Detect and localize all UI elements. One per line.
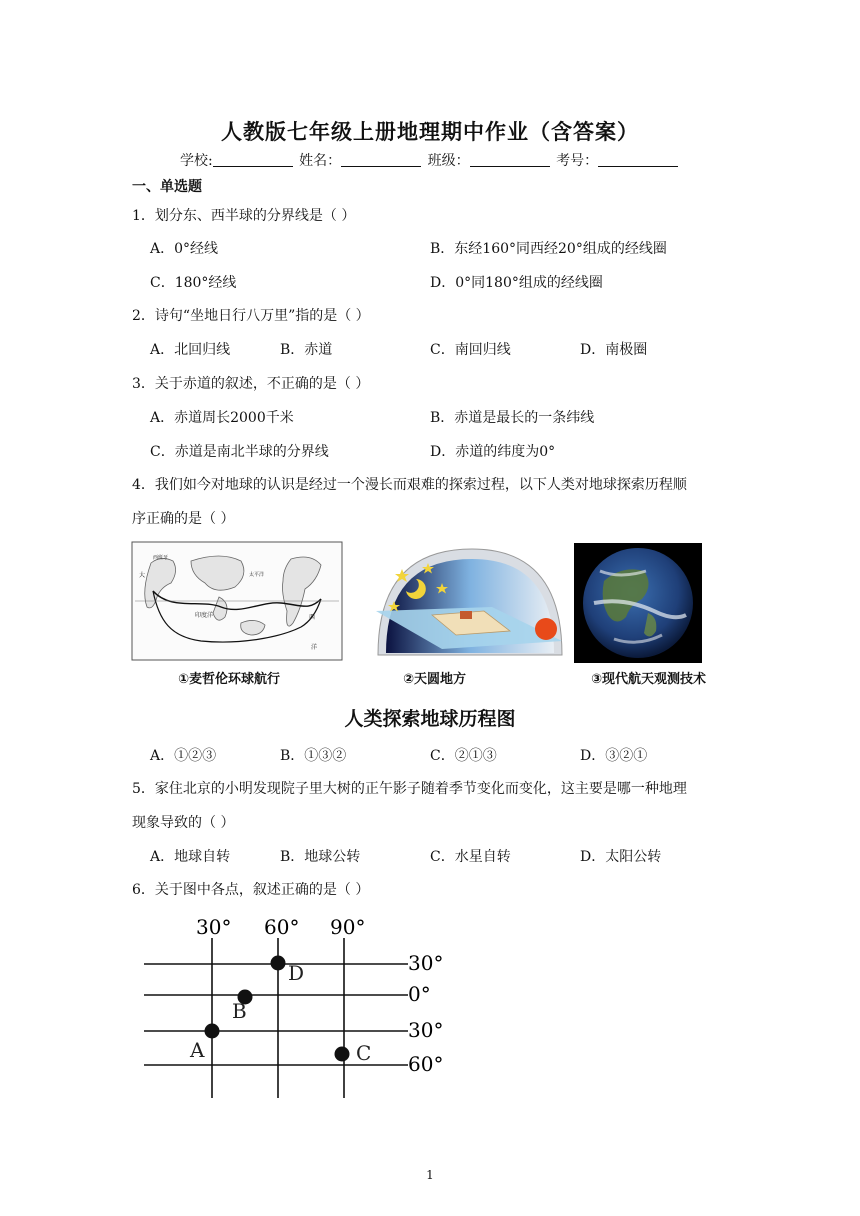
earth-satellite-photo bbox=[574, 543, 702, 663]
question-1-option-b[interactable]: B．东经160°同西经20°组成的经线圈 bbox=[430, 241, 667, 257]
question-1-option-d[interactable]: D．0°同180°组成的经线圈 bbox=[430, 275, 603, 291]
question-1-option-a[interactable]: A．0°经线 bbox=[150, 241, 219, 257]
map-label-yang: 洋 bbox=[311, 644, 318, 651]
class-blank[interactable] bbox=[470, 152, 550, 167]
question-2-option-a[interactable]: A．北回归线 bbox=[150, 342, 231, 358]
question-2-option-c[interactable]: C．南回归线 bbox=[430, 342, 511, 358]
school-label: 学校: bbox=[180, 153, 213, 169]
question-5-stem-line1: 5．家住北京的小明发现院子里大树的正午影子随着季节变化而变化，这主要是哪一种地理 bbox=[132, 781, 687, 797]
question-6-stem: 6．关于图中各点，叙述正确的是（ ） bbox=[132, 882, 370, 898]
heaven-round-earth-square-illustration bbox=[372, 545, 566, 663]
point-d-marker bbox=[271, 956, 286, 971]
map-label-xi: 西 bbox=[309, 614, 316, 621]
document-title: 人教版七年级上册地理期中作业（含答案） bbox=[221, 119, 639, 144]
point-c-label: C bbox=[356, 1041, 372, 1065]
exam-no-blank[interactable] bbox=[598, 152, 678, 167]
section-heading: 一、单选题 bbox=[132, 179, 202, 195]
question-4-stem-line1: 4．我们如今对地球的认识是经过一个漫长而艰难的探索过程，以下人类对地球探索历程顺 bbox=[132, 477, 687, 493]
question-5-option-c[interactable]: C．水星自转 bbox=[430, 849, 511, 865]
page-number: 1 bbox=[426, 1168, 434, 1182]
question-4-option-a[interactable]: A．①②③ bbox=[150, 748, 217, 764]
name-label: 姓名： bbox=[299, 153, 342, 169]
caption-space-observation: ③现代航天观测技术 bbox=[591, 672, 707, 687]
latitude-label-equator: 0° bbox=[408, 982, 431, 1006]
latitude-label-30n: 30° bbox=[408, 951, 444, 975]
indian-ocean-label: 印度洋 bbox=[195, 612, 214, 619]
question-5-option-b[interactable]: B．地球公转 bbox=[280, 849, 361, 865]
pacific-label: 太平洋 bbox=[249, 572, 265, 578]
question-4-option-c[interactable]: C．②①③ bbox=[430, 748, 497, 764]
question-4-stem-line2: 序正确的是（ ） bbox=[132, 511, 235, 527]
question-3-option-d[interactable]: D．赤道的纬度为0° bbox=[430, 444, 556, 460]
question-4-option-b[interactable]: B．①③② bbox=[280, 748, 347, 764]
question-3-option-b[interactable]: B．赤道是最长的一条纬线 bbox=[430, 410, 595, 426]
exam-no-label: 考号： bbox=[556, 153, 599, 169]
longitude-label-90: 90° bbox=[330, 915, 366, 939]
map-label-da: 大 bbox=[139, 572, 146, 579]
student-info-line bbox=[180, 150, 680, 170]
question-5-option-d[interactable]: D．太阳公转 bbox=[580, 849, 662, 865]
school-blank[interactable] bbox=[213, 152, 293, 167]
class-label: 班级： bbox=[427, 153, 470, 169]
question-3-option-c[interactable]: C．赤道是南北半球的分界线 bbox=[150, 444, 329, 460]
question-3-option-a[interactable]: A．赤道周长2000千米 bbox=[150, 410, 294, 426]
lat-long-grid-figure bbox=[140, 912, 460, 1102]
point-d-label: D bbox=[288, 961, 305, 985]
question-4-option-d[interactable]: D．③②① bbox=[580, 748, 648, 764]
point-a-marker bbox=[205, 1024, 220, 1039]
latitude-label-30s: 30° bbox=[408, 1018, 444, 1042]
question-2-stem: 2．诗句“坐地日行八万里”指的是（ ） bbox=[132, 308, 370, 324]
point-c-marker bbox=[335, 1047, 350, 1062]
caption-magellan: ①麦哲伦环球航行 bbox=[178, 672, 281, 687]
name-blank[interactable] bbox=[341, 152, 421, 167]
figure-4-title: 人类探索地球历程图 bbox=[344, 708, 516, 730]
question-2-option-b[interactable]: B．赤道 bbox=[280, 342, 333, 358]
question-5-option-a[interactable]: A．地球自转 bbox=[150, 849, 231, 865]
caption-heaven-earth: ②天圆地方 bbox=[403, 672, 467, 687]
question-1-option-c[interactable]: C．180°经线 bbox=[150, 275, 237, 291]
map-label-spain: 西班牙 bbox=[153, 555, 169, 561]
question-5-stem-line2: 现象导致的（ ） bbox=[132, 815, 235, 831]
magellan-voyage-map bbox=[131, 541, 343, 661]
latitude-label-60s: 60° bbox=[408, 1052, 444, 1076]
question-1-stem: 1．划分东、西半球的分界线是（ ） bbox=[132, 208, 356, 224]
question-3-stem: 3．关于赤道的叙述，不正确的是（ ） bbox=[132, 376, 370, 392]
longitude-label-60: 60° bbox=[264, 915, 300, 939]
question-2-option-d[interactable]: D．南极圈 bbox=[580, 342, 648, 358]
longitude-label-30: 30° bbox=[196, 915, 232, 939]
point-b-label: B bbox=[232, 999, 247, 1023]
point-a-label: A bbox=[190, 1038, 205, 1062]
